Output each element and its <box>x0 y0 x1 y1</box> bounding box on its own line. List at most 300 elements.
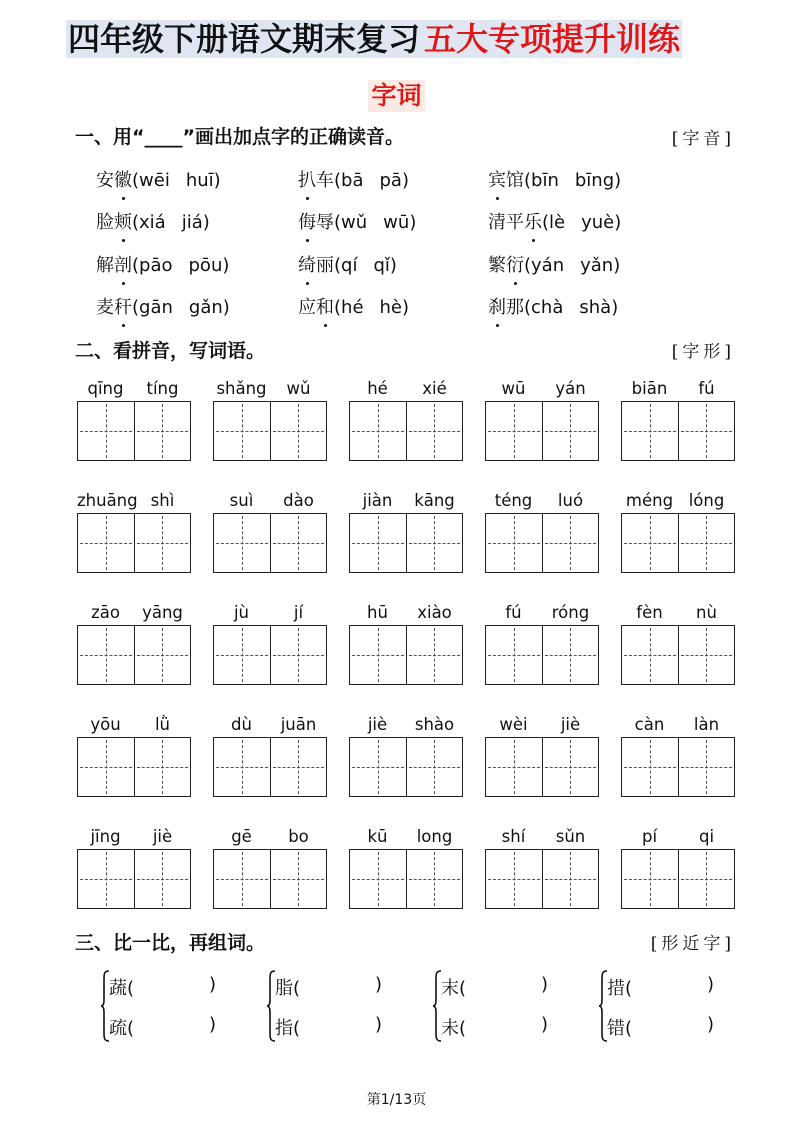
pinyin-option-1[interactable]: lè <box>549 212 566 233</box>
pinyin-word-group <box>213 827 327 911</box>
pinyin-option-1[interactable]: xiá <box>139 212 166 233</box>
pinyin-syllable-2: tíng <box>146 379 179 398</box>
writing-box <box>77 849 191 909</box>
character-cell[interactable] <box>622 402 678 460</box>
pinyin-option-1[interactable]: qí <box>341 255 358 276</box>
character: 脸 <box>96 212 114 233</box>
pinyin-word-group <box>349 715 463 799</box>
character-cell[interactable] <box>350 850 406 908</box>
character-cell[interactable] <box>134 626 191 684</box>
writing-box <box>77 513 191 573</box>
paren-close: ) <box>202 212 210 233</box>
character-prompt: 脂( <box>275 978 301 999</box>
writing-box <box>213 849 327 909</box>
character-cell[interactable] <box>134 738 191 796</box>
writing-box <box>77 401 191 461</box>
paren-open: ( <box>334 297 342 318</box>
pinyin-option-1[interactable]: yán <box>531 255 565 276</box>
pair-line-1[interactable] <box>275 974 383 1000</box>
pronunciation-item[interactable] <box>488 293 618 319</box>
pronunciation-item[interactable] <box>96 208 210 234</box>
character-cell[interactable] <box>214 626 270 684</box>
pinyin-syllable-1: wū <box>501 379 526 398</box>
pinyin-syllable-1: fèn <box>636 603 663 622</box>
writing-box <box>349 625 463 685</box>
paren-close: ) <box>375 974 383 995</box>
page-title <box>66 20 682 58</box>
similar-char-pair <box>432 970 562 1042</box>
pinyin-option-2[interactable]: gǎn <box>188 297 223 318</box>
character-cell[interactable] <box>542 738 599 796</box>
paren-close: ) <box>375 1014 383 1035</box>
character: 辱 <box>316 212 334 233</box>
character-prompt: 蔬( <box>109 978 135 999</box>
pinyin-option-2[interactable]: wū <box>383 212 410 233</box>
pair-line-2[interactable] <box>275 1014 383 1040</box>
pinyin-label <box>349 491 463 513</box>
character-cell[interactable] <box>486 402 542 460</box>
character-prompt: 未( <box>441 1018 467 1039</box>
title-main: 四年级下册语文期末复习 <box>68 20 421 58</box>
pinyin-option-2[interactable]: bīng <box>574 170 615 191</box>
pinyin-option-2[interactable]: yuè <box>581 212 615 233</box>
similar-char-pair <box>598 970 728 1042</box>
character-cell[interactable] <box>622 738 678 796</box>
character-cell[interactable] <box>678 626 735 684</box>
section1-heading: 一、用“____”画出加点字的正确读音。 <box>75 126 404 148</box>
character: 车 <box>316 170 334 191</box>
pinyin-syllable-2: jiè <box>560 715 581 734</box>
writing-box <box>621 737 735 797</box>
character-cell[interactable] <box>486 738 542 796</box>
pinyin-word-group <box>349 491 463 575</box>
paren-open: ( <box>542 212 550 233</box>
character-cell[interactable] <box>542 626 599 684</box>
writing-box <box>77 737 191 797</box>
character-cell[interactable] <box>270 626 327 684</box>
pinyin-syllable-1: téng <box>494 491 533 510</box>
character-cell[interactable] <box>134 850 191 908</box>
character-cell[interactable] <box>350 402 406 460</box>
pinyin-syllable-1: shǎng <box>216 379 267 398</box>
paren-close: ) <box>213 170 221 191</box>
pinyin-label <box>349 827 463 849</box>
writing-box <box>621 401 735 461</box>
pinyin-label <box>349 603 463 625</box>
paren-open: ( <box>334 212 342 233</box>
paren-close: ) <box>614 170 622 191</box>
writing-box <box>213 625 327 685</box>
pronunciation-item[interactable] <box>96 251 229 277</box>
writing-box <box>621 625 735 685</box>
pinyin-syllable-2: kāng <box>414 491 455 510</box>
paren-close: ) <box>613 255 621 276</box>
pinyin-syllable-2: róng <box>551 603 590 622</box>
pinyin-label <box>485 491 599 513</box>
character-cell[interactable] <box>270 514 327 572</box>
character-cell[interactable] <box>78 626 134 684</box>
similar-char-pair <box>266 970 396 1042</box>
pinyin-option-2[interactable]: pōu <box>188 255 223 276</box>
pinyin-word-group <box>77 715 191 799</box>
paren-open: ( <box>132 255 140 276</box>
writing-box <box>485 737 599 797</box>
character-cell[interactable] <box>622 626 678 684</box>
pinyin-label <box>213 715 327 737</box>
pinyin-syllable-2: wǔ <box>286 379 311 398</box>
pinyin-option-2[interactable]: hè <box>379 297 402 318</box>
pinyin-syllable-2: lǜ <box>154 715 171 734</box>
pinyin-word-group <box>621 827 735 911</box>
pinyin-word-group <box>213 379 327 463</box>
pinyin-word-group <box>485 491 599 575</box>
pinyin-syllable-2: jiè <box>152 827 173 846</box>
pronunciation-item[interactable] <box>298 251 397 277</box>
pronunciation-item[interactable] <box>96 166 221 192</box>
pinyin-syllable-1: méng <box>625 491 674 510</box>
writing-box <box>213 737 327 797</box>
pinyin-option-1[interactable]: bā <box>341 170 364 191</box>
pinyin-word-group <box>349 379 463 463</box>
pinyin-label <box>485 827 599 849</box>
pinyin-syllable-2: xié <box>422 379 447 398</box>
pinyin-syllable-1: biān <box>631 379 668 398</box>
pinyin-option-2[interactable]: huī <box>185 170 214 191</box>
character-cell[interactable] <box>406 738 463 796</box>
pinyin-syllable-2: jí <box>293 603 304 622</box>
paren-close: ) <box>209 1014 217 1035</box>
paren-open: ( <box>132 297 140 318</box>
dotted-character: 扒 <box>298 166 316 192</box>
pinyin-word-group <box>77 827 191 911</box>
pinyin-syllable-1: shí <box>501 827 526 846</box>
pair-line-2[interactable] <box>441 1014 549 1040</box>
character: 平 <box>506 212 524 233</box>
paren-open: ( <box>524 170 532 191</box>
pinyin-syllable-2: fú <box>698 379 715 398</box>
pinyin-syllable-1: zhuāng <box>77 491 138 510</box>
character-cell[interactable] <box>622 850 678 908</box>
character-cell[interactable] <box>214 402 270 460</box>
pinyin-label <box>213 827 327 849</box>
pronunciation-item[interactable] <box>96 293 230 319</box>
pinyin-label <box>621 827 735 849</box>
paren-open: ( <box>132 170 140 191</box>
pinyin-syllable-1: fú <box>505 603 522 622</box>
character-cell[interactable] <box>406 402 463 460</box>
dotted-character: 颊 <box>114 208 132 234</box>
pinyin-syllable-1: wèi <box>499 715 528 734</box>
pinyin-word-group <box>77 603 191 687</box>
pinyin-syllable-1: jīng <box>90 827 121 846</box>
pinyin-label <box>77 827 191 849</box>
subtitle-text: 字词 <box>368 80 424 112</box>
pinyin-label <box>77 491 191 513</box>
pinyin-syllable-1: zāo <box>91 603 120 622</box>
paren-close: ) <box>222 255 230 276</box>
writing-box <box>485 849 599 909</box>
dotted-character: 秆 <box>114 293 132 319</box>
dotted-character: 乐 <box>524 208 542 234</box>
pinyin-word-group <box>349 827 463 911</box>
pinyin-syllable-2: yán <box>555 379 586 398</box>
pinyin-syllable-2: long <box>416 827 453 846</box>
pinyin-syllable-1: hé <box>367 379 388 398</box>
character-cell[interactable] <box>78 402 134 460</box>
pronunciation-item[interactable] <box>298 166 409 192</box>
pronunciation-item[interactable] <box>298 293 409 319</box>
paren-open: ( <box>132 212 140 233</box>
character: 那 <box>506 297 524 318</box>
section1-tag: [字音] <box>671 129 735 149</box>
writing-box <box>213 401 327 461</box>
pinyin-label <box>621 491 735 513</box>
pronunciation-item[interactable] <box>488 251 620 277</box>
character-prompt: 末( <box>441 978 467 999</box>
pinyin-option-1[interactable]: hé <box>341 297 364 318</box>
pinyin-syllable-2: luó <box>557 491 584 510</box>
pinyin-syllable-2: shào <box>414 715 455 734</box>
writing-box <box>621 849 735 909</box>
character: 丽 <box>316 255 334 276</box>
paren-close: ) <box>707 1014 715 1035</box>
character-cell[interactable] <box>678 514 735 572</box>
character-cell[interactable] <box>486 626 542 684</box>
pinyin-syllable-1: jiàn <box>362 491 393 510</box>
writing-box <box>621 513 735 573</box>
pinyin-label <box>485 715 599 737</box>
similar-char-pair <box>100 970 230 1042</box>
pinyin-label <box>621 379 735 401</box>
pinyin-syllable-1: jiè <box>367 715 388 734</box>
pinyin-label <box>77 715 191 737</box>
pair-line-1[interactable] <box>607 974 715 1000</box>
paren-close: ) <box>541 974 549 995</box>
pinyin-label <box>77 603 191 625</box>
paren-close: ) <box>209 974 217 995</box>
pair-line-1[interactable] <box>441 974 549 1000</box>
pinyin-option-1[interactable]: pāo <box>139 255 173 276</box>
writing-box <box>349 849 463 909</box>
section2-heading: 二、看拼音，写词语。 <box>75 340 266 362</box>
paren-open: ( <box>334 170 342 191</box>
character-cell[interactable] <box>486 850 542 908</box>
pinyin-word-group <box>485 603 599 687</box>
pinyin-syllable-1: yōu <box>90 715 121 734</box>
character: 应 <box>298 297 316 318</box>
character-cell[interactable] <box>214 738 270 796</box>
pinyin-label <box>349 379 463 401</box>
character-cell[interactable] <box>134 402 191 460</box>
character: 解 <box>96 255 114 276</box>
pinyin-option-2[interactable]: qǐ <box>373 255 390 276</box>
pinyin-syllable-2: qi <box>698 827 715 846</box>
section3-heading: 三、比一比，再组词。 <box>75 932 266 954</box>
pair-line-2[interactable] <box>607 1014 715 1040</box>
character-prompt: 指( <box>275 1018 301 1039</box>
dotted-character: 宾 <box>488 166 506 192</box>
section2-tag: [字形] <box>671 342 735 362</box>
character-cell[interactable] <box>542 402 599 460</box>
subtitle <box>0 80 793 112</box>
pinyin-label <box>213 603 327 625</box>
character-cell[interactable] <box>406 514 463 572</box>
writing-box <box>349 401 463 461</box>
writing-box <box>485 401 599 461</box>
pinyin-syllable-1: pí <box>641 827 658 846</box>
pinyin-syllable-2: làn <box>693 715 720 734</box>
character-cell[interactable] <box>134 514 191 572</box>
pinyin-option-2[interactable]: yǎn <box>580 255 614 276</box>
character-prompt: 疏( <box>109 1018 135 1039</box>
paren-close: ) <box>409 212 417 233</box>
character: 清 <box>488 212 506 233</box>
character-cell[interactable] <box>270 850 327 908</box>
pinyin-syllable-2: juān <box>280 715 317 734</box>
paren-open: ( <box>334 255 342 276</box>
pinyin-syllable-1: hū <box>367 603 388 622</box>
page-indicator: 第1/13页 <box>366 1092 427 1108</box>
pinyin-label <box>485 603 599 625</box>
character-cell[interactable] <box>78 514 134 572</box>
pinyin-syllable-1: gē <box>231 827 252 846</box>
pronunciation-item[interactable] <box>488 208 621 234</box>
writing-box <box>349 513 463 573</box>
paren-open: ( <box>524 255 532 276</box>
pinyin-label <box>213 491 327 513</box>
character-cell[interactable] <box>622 514 678 572</box>
pinyin-label <box>485 379 599 401</box>
paren-close: ) <box>614 212 622 233</box>
character-cell[interactable] <box>350 514 406 572</box>
dotted-character: 剖 <box>114 251 132 277</box>
character-cell[interactable] <box>78 850 134 908</box>
pinyin-word-group <box>77 379 191 463</box>
writing-box <box>213 513 327 573</box>
character: 繁 <box>488 255 506 276</box>
dotted-character: 衍 <box>506 251 524 277</box>
dotted-character: 刹 <box>488 293 506 319</box>
character-cell[interactable] <box>542 514 599 572</box>
pinyin-option-2[interactable]: shà <box>579 297 612 318</box>
pinyin-word-group <box>621 379 735 463</box>
pinyin-word-group <box>213 491 327 575</box>
pinyin-label <box>621 603 735 625</box>
pinyin-option-1[interactable]: wēi <box>139 170 170 191</box>
pinyin-syllable-1: suì <box>229 491 254 510</box>
writing-box <box>77 625 191 685</box>
character-cell[interactable] <box>678 402 735 460</box>
pinyin-word-group <box>213 715 327 799</box>
pinyin-label <box>349 715 463 737</box>
pinyin-syllable-2: bo <box>288 827 309 846</box>
pronunciation-item[interactable] <box>488 166 621 192</box>
pinyin-syllable-2: lóng <box>688 491 725 510</box>
title-highlight: 五大专项提升训练 <box>424 20 681 58</box>
paren-close: ) <box>401 170 409 191</box>
character-prompt: 错( <box>607 1018 633 1039</box>
character-cell[interactable] <box>406 626 463 684</box>
pinyin-word-group <box>485 715 599 799</box>
paren-close: ) <box>222 297 230 318</box>
pinyin-option-1[interactable]: bīn <box>531 170 559 191</box>
pinyin-syllable-2: xiào <box>417 603 452 622</box>
paren-close: ) <box>402 297 410 318</box>
paren-close: ) <box>541 1014 549 1035</box>
paren-open: ( <box>524 297 532 318</box>
character-cell[interactable] <box>350 738 406 796</box>
pinyin-syllable-2: sǔn <box>555 827 586 846</box>
dotted-character: 侮 <box>298 208 316 234</box>
paren-close: ) <box>707 974 715 995</box>
pinyin-syllable-1: càn <box>634 715 665 734</box>
pinyin-word-group <box>77 491 191 575</box>
pinyin-word-group <box>621 715 735 799</box>
dotted-character: 徽 <box>114 166 132 192</box>
character-cell[interactable] <box>406 850 463 908</box>
character-cell[interactable] <box>214 850 270 908</box>
pinyin-word-group <box>485 827 599 911</box>
writing-box <box>485 513 599 573</box>
pinyin-word-group <box>621 603 735 687</box>
pinyin-label <box>621 715 735 737</box>
pinyin-syllable-2: shì <box>150 491 175 510</box>
pinyin-syllable-1: qīng <box>87 379 124 398</box>
pinyin-syllable-1: dù <box>231 715 252 734</box>
character-cell[interactable] <box>350 626 406 684</box>
pinyin-syllable-2: nù <box>696 603 717 622</box>
dotted-character: 绮 <box>298 251 316 277</box>
character-cell[interactable] <box>486 514 542 572</box>
character-cell[interactable] <box>678 738 735 796</box>
character: 麦 <box>96 297 114 318</box>
paren-close: ) <box>389 255 397 276</box>
character-cell[interactable] <box>270 738 327 796</box>
pair-line-2[interactable] <box>109 1014 217 1040</box>
pinyin-word-group <box>621 491 735 575</box>
pinyin-option-2[interactable]: jiá <box>181 212 203 233</box>
pinyin-word-group <box>485 379 599 463</box>
dotted-character: 和 <box>316 293 334 319</box>
pinyin-option-1[interactable]: chà <box>531 297 564 318</box>
section3-tag: [形近字] <box>650 934 735 954</box>
pinyin-syllable-1: jù <box>233 603 250 622</box>
character-cell[interactable] <box>542 850 599 908</box>
character: 馆 <box>506 170 524 191</box>
pinyin-option-1[interactable]: wǔ <box>341 212 368 233</box>
pronunciation-item[interactable] <box>298 208 416 234</box>
character-cell[interactable] <box>78 738 134 796</box>
character-cell[interactable] <box>678 850 735 908</box>
character-cell[interactable] <box>214 514 270 572</box>
character-cell[interactable] <box>270 402 327 460</box>
pinyin-option-1[interactable]: gān <box>139 297 173 318</box>
pinyin-label <box>213 379 327 401</box>
character-prompt: 措( <box>607 978 633 999</box>
pinyin-syllable-2: yāng <box>142 603 183 622</box>
writing-box <box>349 737 463 797</box>
writing-box <box>485 625 599 685</box>
pinyin-syllable-2: dào <box>283 491 314 510</box>
character: 安 <box>96 170 114 191</box>
pinyin-label <box>77 379 191 401</box>
pair-line-1[interactable] <box>109 974 217 1000</box>
paren-close: ) <box>611 297 619 318</box>
pinyin-option-2[interactable]: pā <box>379 170 402 191</box>
pinyin-syllable-1: kū <box>367 827 388 846</box>
pinyin-word-group <box>349 603 463 687</box>
pinyin-word-group <box>213 603 327 687</box>
